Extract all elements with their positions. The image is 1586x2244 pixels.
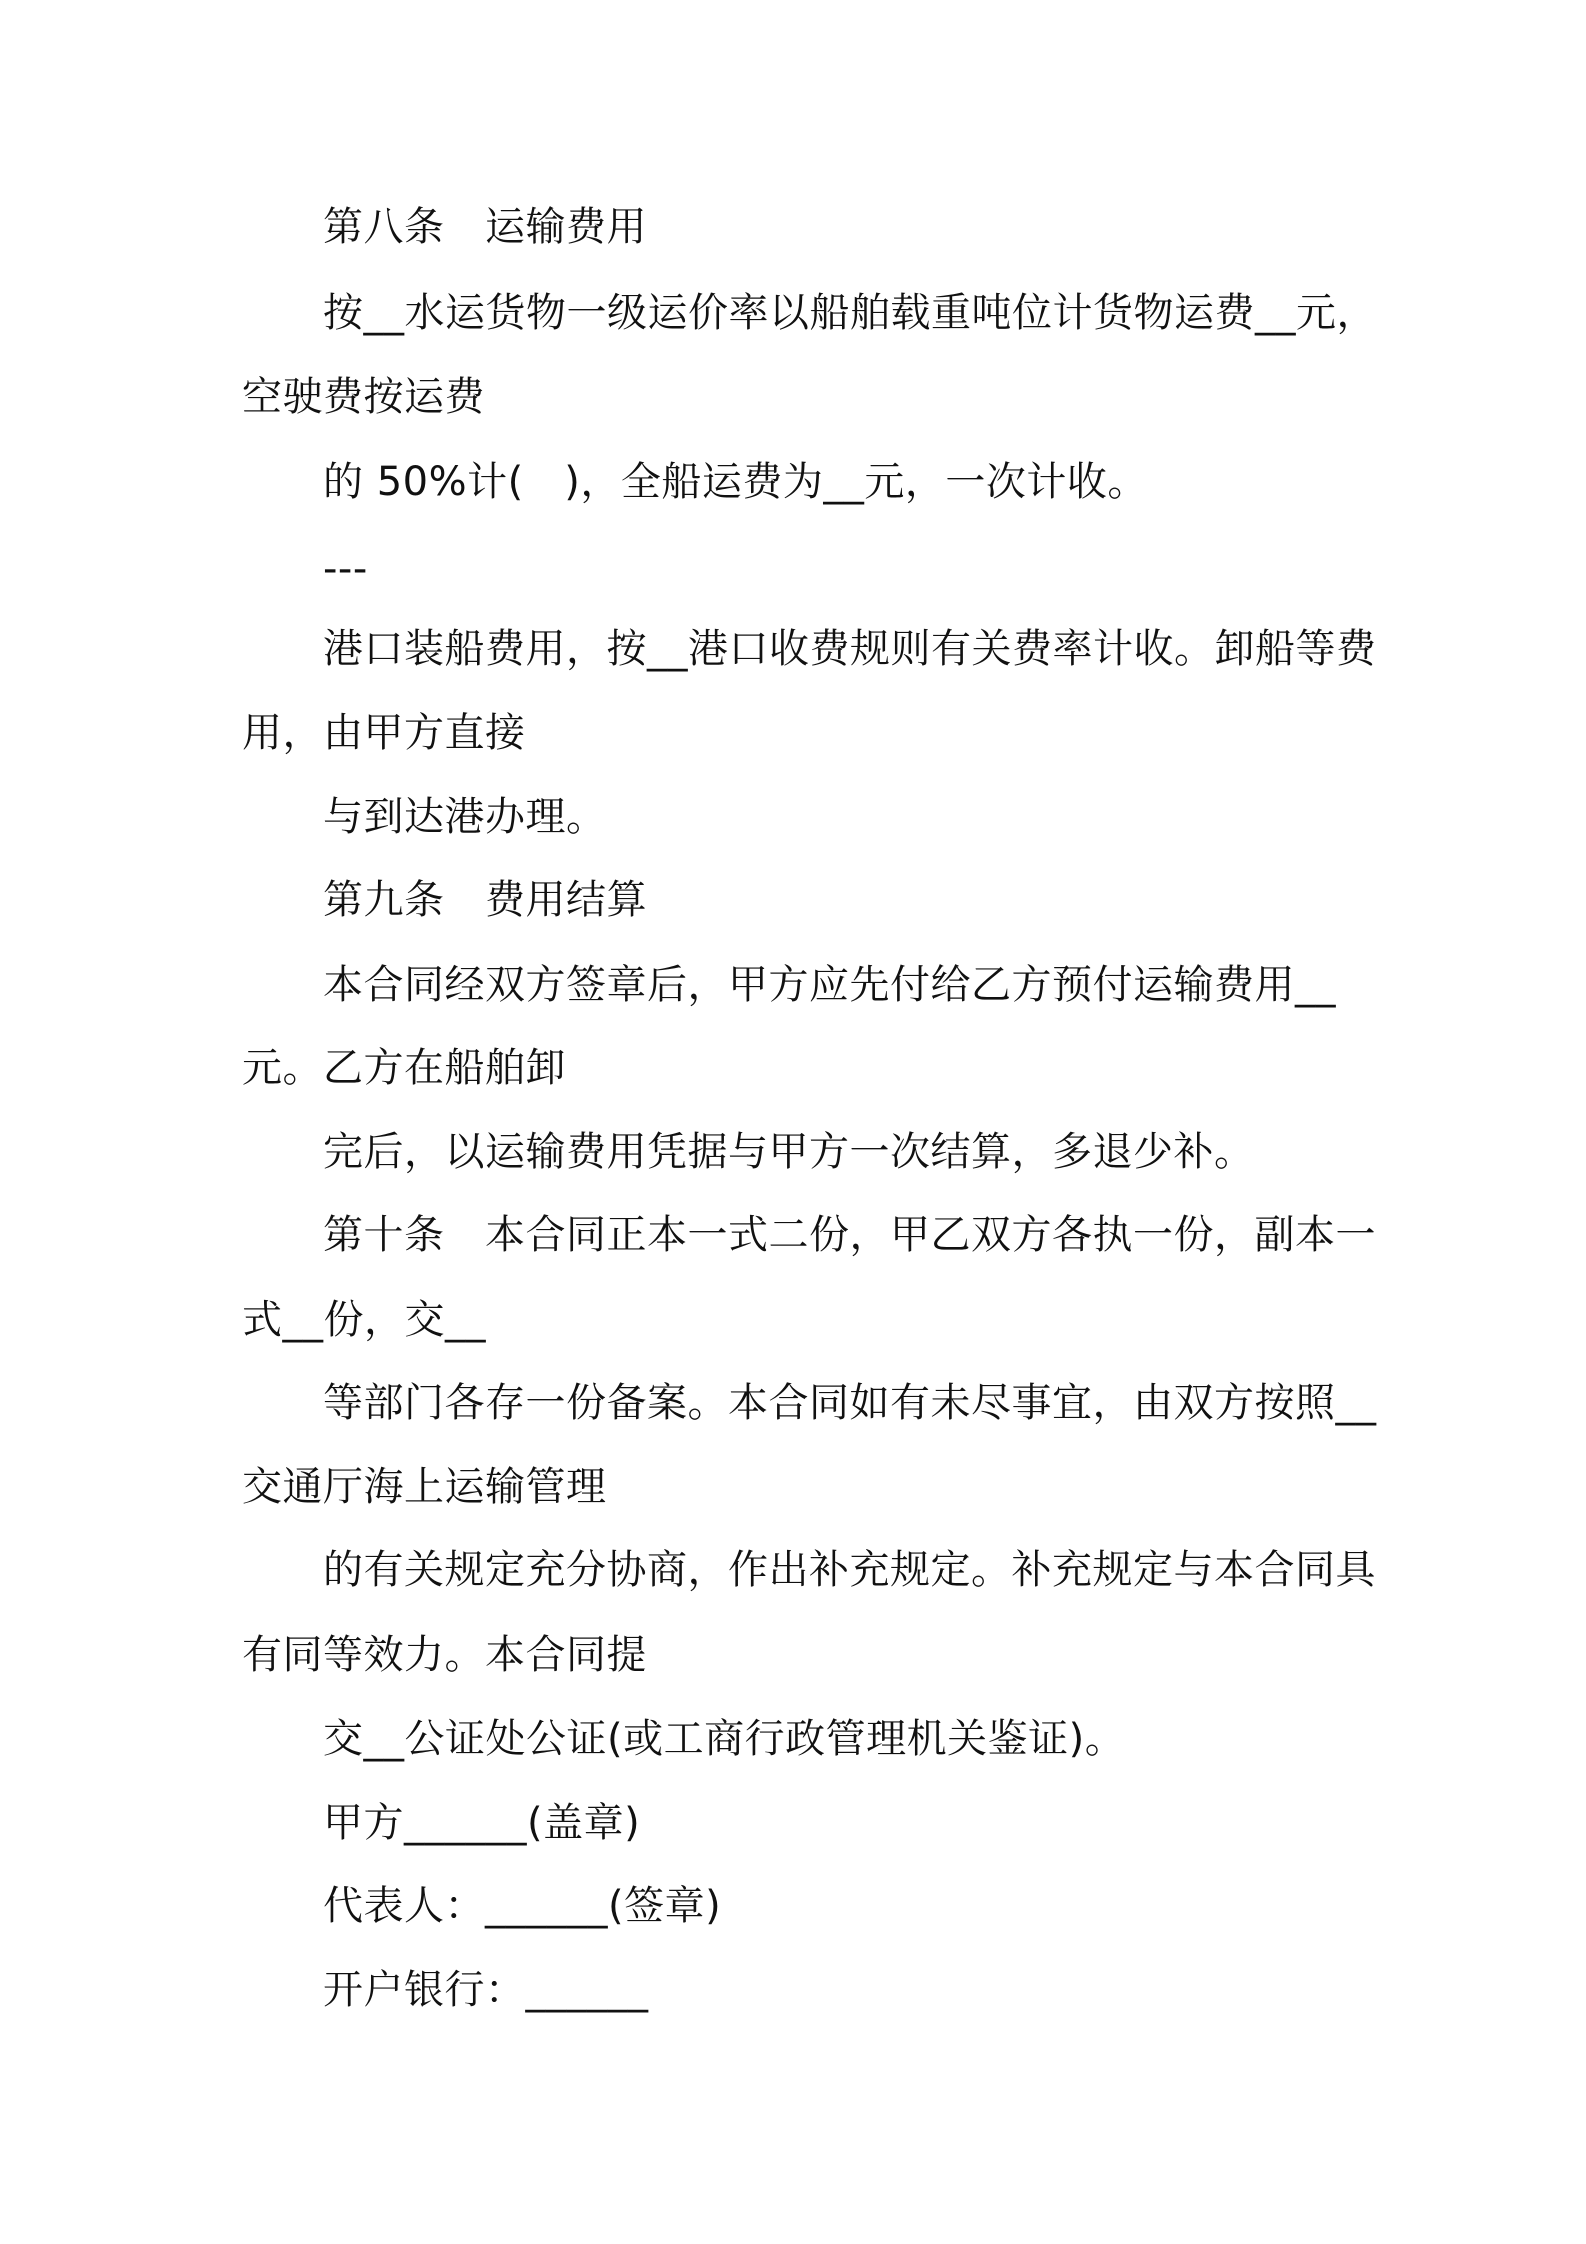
port-fees-line-2: 用，由甲方直接 xyxy=(242,710,526,756)
article-10-line-1: 第十条 本合同正本一式二份，甲乙双方各执一份，副本一 xyxy=(323,1212,1376,1258)
article-8-line-1: 按__水运货物一级运价率以船舶载重吨位计货物运费__元， xyxy=(323,290,1377,336)
port-fees-line-3: 与到达港办理。 xyxy=(323,794,607,840)
article-8-heading: 第八条 运输费用 xyxy=(323,204,647,250)
article-9-line-3: 完后，以运输费用凭据与甲方一次结算，多退少补。 xyxy=(323,1129,1255,1175)
representative-line: 代表人：______(签章) xyxy=(323,1883,722,1929)
bank-line: 开户银行：______ xyxy=(323,1967,649,2013)
article-10-line-5: 的有关规定充分协商，作出补充规定。补充规定与本合同具 xyxy=(323,1547,1376,1593)
article-9-heading: 第九条 费用结算 xyxy=(323,877,647,923)
article-9-line-2: 元。乙方在船舶卸 xyxy=(242,1045,566,1091)
article-10-line-6: 有同等效力。本合同提 xyxy=(242,1632,647,1678)
separator-dashes: --- xyxy=(323,546,368,592)
party-a-seal-line: 甲方______(盖章) xyxy=(323,1800,641,1846)
article-9-line-1: 本合同经双方签章后，甲方应先付给乙方预付运输费用__ xyxy=(323,962,1336,1008)
article-10-line-7: 交__公证处公证(或工商行政管理机关鉴证)。 xyxy=(323,1716,1126,1762)
article-8-line-3: 的 50%计( )，全船运费为__元，一次计收。 xyxy=(323,459,1148,505)
article-8-line-2: 空驶费按运费 xyxy=(242,374,485,420)
article-10-line-2: 式__份，交__ xyxy=(242,1297,486,1343)
article-10-line-4: 交通厅海上运输管理 xyxy=(242,1464,607,1510)
article-10-line-3: 等部门各存一份备案。本合同如有未尽事宜，由双方按照__ xyxy=(323,1380,1377,1426)
port-fees-line-1: 港口装船费用，按__港口收费规则有关费率计收。卸船等费 xyxy=(323,626,1377,672)
